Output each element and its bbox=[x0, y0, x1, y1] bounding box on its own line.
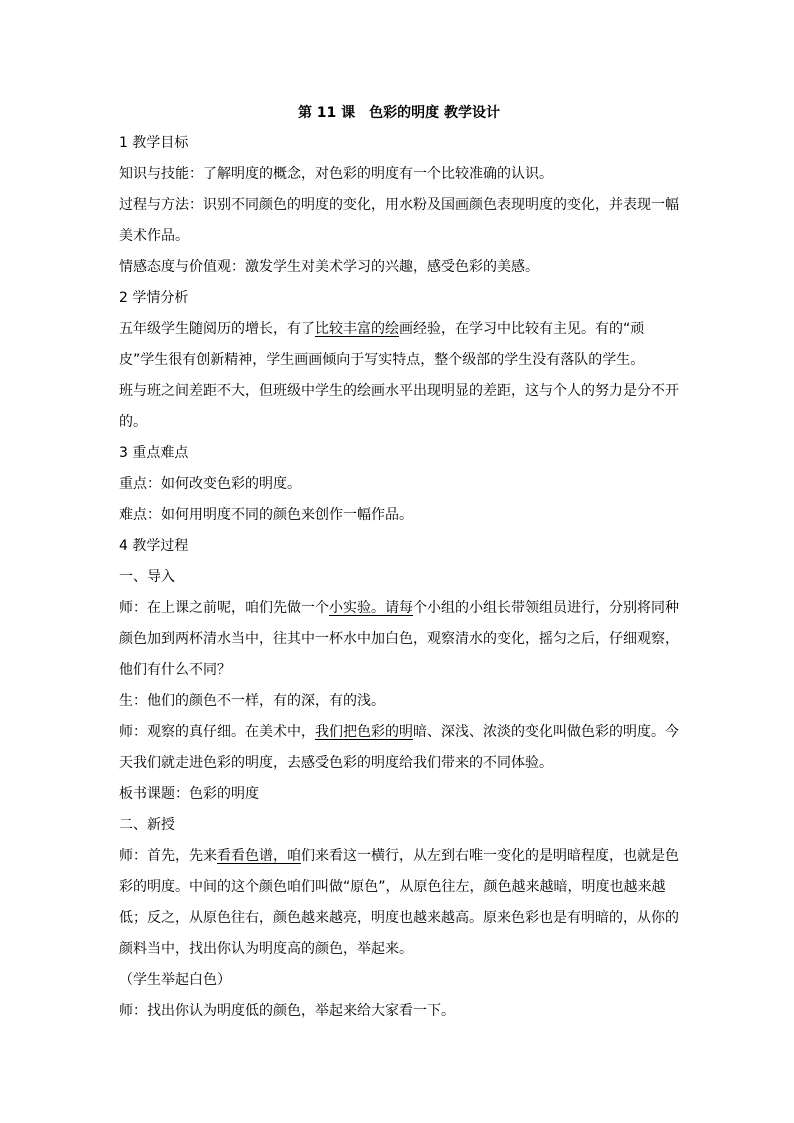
paragraph-p19 bbox=[119, 965, 679, 996]
paragraph-text: 重点：如何改变色彩的明度。 bbox=[119, 476, 301, 492]
paragraph-text: 暗、深浅、浓淡的变化叫做色彩的明度。今天我们就走进色彩的明度，去感受色彩的明度给我们带来的不同体验。 bbox=[119, 724, 679, 771]
paragraph-p2 bbox=[119, 159, 679, 190]
paragraph-p15 bbox=[119, 717, 679, 779]
paragraph-p4 bbox=[119, 252, 679, 283]
paragraph-text: 情感态度与价值观：激发学生对美术学习的兴趣，感受色彩的美感。 bbox=[119, 259, 539, 275]
paragraph-p11 bbox=[119, 531, 679, 562]
paragraph-text: 3 重点难点 bbox=[119, 445, 189, 461]
paragraph-text: 过程与方法：识别不同颜色的明度的变化，用水粉及国画颜色表现明度的变化，并表现一幅美术作品。 bbox=[119, 197, 679, 244]
paragraph-p16 bbox=[119, 779, 679, 810]
paragraph-text: 板书课题：色彩的明度 bbox=[119, 786, 259, 802]
paragraph-text: 知识与技能：了解明度的概念，对色彩的明度有一个比较准确的认识。 bbox=[119, 166, 553, 182]
document-content bbox=[119, 100, 679, 1027]
paragraph-p9 bbox=[119, 469, 679, 500]
paragraph-p8 bbox=[119, 438, 679, 469]
paragraph-text: 一、导入 bbox=[119, 569, 175, 585]
paragraph-text: 师：观察的真仔细。在美术中， bbox=[119, 724, 315, 740]
underlined-text: 我们把色彩的明 bbox=[315, 724, 413, 740]
paragraph-p1 bbox=[119, 128, 679, 159]
paragraph-text: 师：首先，先来 bbox=[119, 848, 217, 864]
document-title: 第 11 课 色彩的明度 教学设计 bbox=[297, 105, 501, 121]
paragraph-p20 bbox=[119, 996, 679, 1027]
paragraph-p12 bbox=[119, 562, 679, 593]
paragraph-p13 bbox=[119, 593, 679, 686]
paragraph-text: 师：找出你认为明度低的颜色，举起来给大家看一下。 bbox=[119, 1003, 455, 1019]
paragraph-text: 们来看这一横行，从左到右唯一变化的是明暗程度，也就是色彩的明度。中间的这个颜色咱们叫做“原色”，从原色往左，颜色越来越暗，明度也越来越低；反之，从原色往右，颜色越来越亮，明度也越来越高。原来色彩也是有明暗的，从你的颜料当中，找出你认为明度高的颜色，举起来。 bbox=[119, 848, 679, 957]
paragraph-p17 bbox=[119, 810, 679, 841]
paragraph-text: 画经验，在学习中比较有主见。有的“顽皮”学生很有创新精神，学生画画倾向于写实特点，整个级部的学生没有落队的学生。 bbox=[119, 321, 645, 368]
paragraph-p10 bbox=[119, 500, 679, 531]
paragraph-text: 1 教学目标 bbox=[119, 135, 189, 151]
paragraph-p5 bbox=[119, 283, 679, 314]
paragraph-text: 班与班之间差距不大，但班级中学生的绘画水平出现明显的差距，这与个人的努力是分不开的。 bbox=[119, 383, 679, 430]
underlined-text: 看看色谱，咱 bbox=[217, 848, 301, 864]
paragraph-p14 bbox=[119, 686, 679, 717]
paragraph-list bbox=[119, 128, 679, 1027]
paragraph-text: 二、新授 bbox=[119, 817, 175, 833]
underlined-text: 比较丰富的绘 bbox=[315, 321, 399, 337]
paragraph-p6 bbox=[119, 314, 679, 376]
paragraph-text: 五年级学生随阅历的增长，有了 bbox=[119, 321, 315, 337]
paragraph-text: 2 学情分析 bbox=[119, 290, 189, 306]
paragraph-text: 师：在上课之前呢，咱们先做一个 bbox=[119, 600, 329, 616]
underlined-text: 小实验。请每 bbox=[329, 600, 413, 616]
paragraph-text: （学生举起白色） bbox=[119, 972, 231, 988]
paragraph-p3 bbox=[119, 190, 679, 252]
paragraph-p18 bbox=[119, 841, 679, 965]
paragraph-text: 个小组的小组长带领组员进行，分别将同种颜色加到两杯清水当中，往其中一杯水中加白色，观察清水的变化，摇匀之后，仔细观察，他们有什么不同？ bbox=[119, 600, 679, 678]
paragraph-text: 生：他们的颜色不一样，有的深，有的浅。 bbox=[119, 693, 385, 709]
paragraph-text: 4 教学过程 bbox=[119, 538, 189, 554]
paragraph-text: 难点：如何用明度不同的颜色来创作一幅作品。 bbox=[119, 507, 413, 523]
paragraph-p7 bbox=[119, 376, 679, 438]
